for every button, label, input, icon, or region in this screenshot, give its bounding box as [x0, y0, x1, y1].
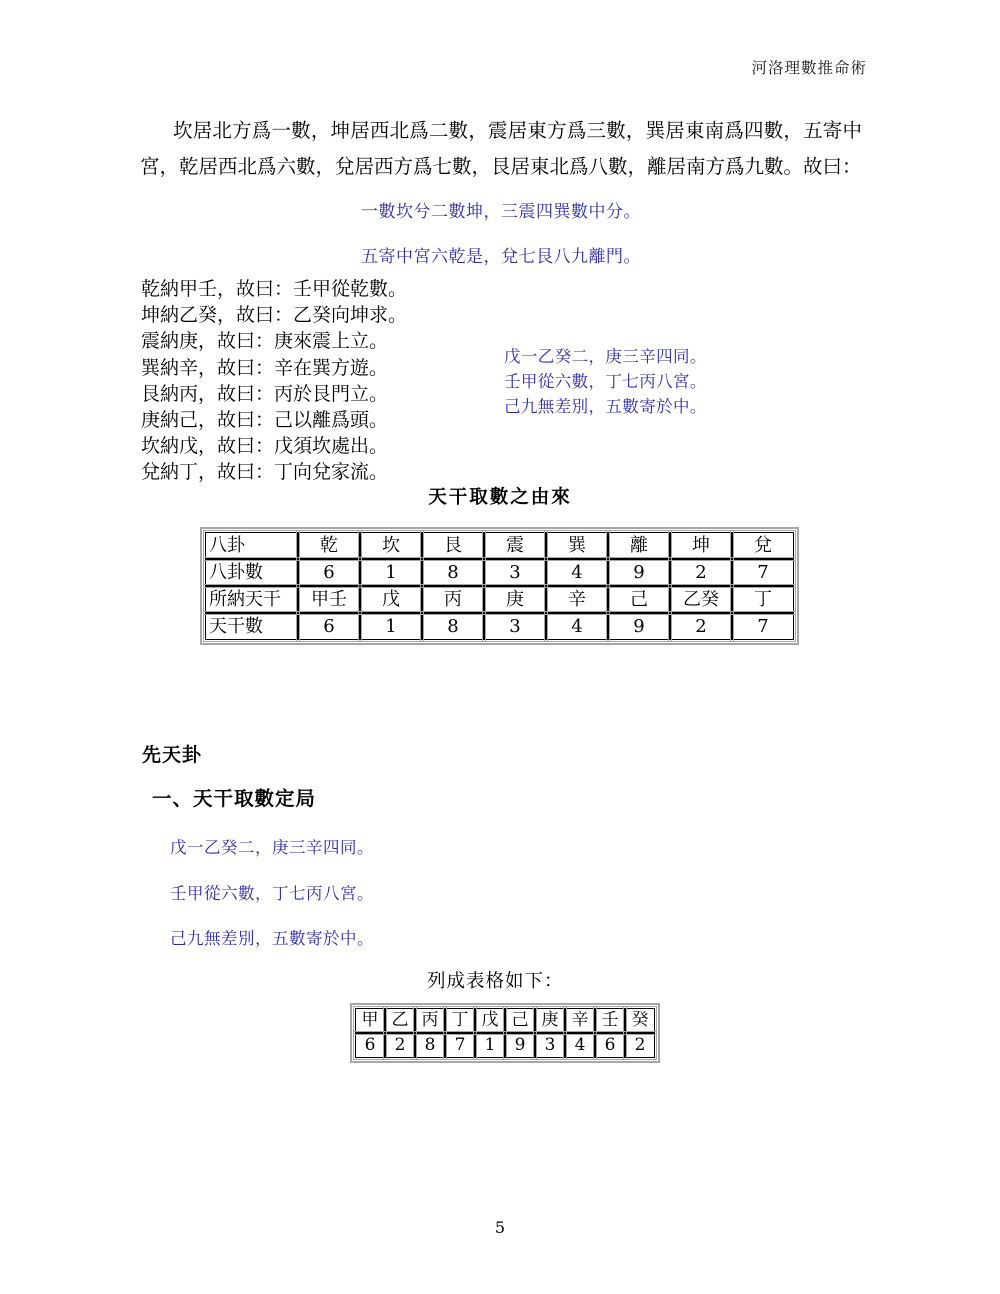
table-cell: 兌	[732, 532, 794, 559]
table-row	[205, 532, 794, 559]
tiangan-number-table	[350, 1003, 660, 1063]
table-row-header: 天干數	[205, 613, 298, 640]
table-cell: 4	[565, 1033, 595, 1058]
table-cell: 庚	[484, 586, 546, 613]
table-one-title: 天干取數之由來	[428, 487, 572, 508]
table-row	[205, 613, 794, 640]
najia-list	[141, 276, 407, 486]
intro-paragraph: 坎居北方爲一數，坤居西北爲二數，震居東方爲三數，巽居東南爲四數，五寄中宮，乾居西北爲六數，兌居西方爲七數，艮居東北爲八數，離居南方爲九數。故曰：	[140, 119, 862, 178]
table-cell: 丁	[732, 586, 794, 613]
table-cell: 丙	[415, 1008, 445, 1033]
najia-line: 兌納丁，故曰：丁向兌家流。	[141, 461, 389, 484]
section-blue-line-2: 壬甲從六數，丁七丙八宮。	[170, 884, 374, 903]
najia-line: 乾納甲壬，故曰：壬甲從乾數。	[141, 278, 408, 300]
najia-line: 震納庚，故曰：庚來震上立。	[141, 330, 389, 353]
table-cell: 丙	[422, 586, 484, 613]
table-cell: 乾	[298, 532, 360, 559]
table-cell: 9	[608, 559, 670, 586]
table-row	[355, 1008, 655, 1033]
table-row	[355, 1033, 655, 1058]
tiangan-verse-line: 戊一乙癸二，庚三辛四同。	[504, 347, 707, 366]
table-cell: 3	[484, 559, 546, 586]
table-cell: 8	[415, 1033, 445, 1058]
table-cell: 8	[422, 559, 484, 586]
table-cell: 戊	[360, 586, 422, 613]
table-cell: 3	[484, 613, 546, 640]
table-cell: 6	[355, 1033, 385, 1058]
najia-line: 坤納乙癸，故曰：乙癸向坤求。	[141, 304, 408, 327]
table-cell: 甲	[355, 1008, 385, 1033]
section-blue-line-1: 戊一乙癸二，庚三辛四同。	[170, 838, 374, 857]
table-cell: 6	[595, 1033, 625, 1058]
table-cell: 震	[484, 532, 546, 559]
table-cell: 2	[385, 1033, 415, 1058]
table-two-caption: 列成表格如下：	[427, 971, 564, 992]
table-cell: 坎	[360, 532, 422, 559]
table-cell: 1	[475, 1033, 505, 1058]
tiangan-number-verse	[504, 344, 707, 419]
subheading-tiangan-qushu-dingju: 一、天干取數定局	[152, 787, 317, 810]
table-cell: 丁	[445, 1008, 475, 1033]
table-cell: 癸	[625, 1008, 655, 1033]
table-cell: 乙	[385, 1008, 415, 1033]
table-cell: 己	[608, 586, 670, 613]
table-cell: 9	[608, 613, 670, 640]
table-cell: 己	[505, 1008, 535, 1033]
table-row	[205, 586, 794, 613]
section-blue-line-3: 己九無差別，五數寄於中。	[170, 929, 374, 948]
table-cell: 3	[535, 1033, 565, 1058]
table-cell: 4	[546, 613, 608, 640]
verse-line-1: 一數坎兮二數坤，三震四巽數中分。	[361, 202, 641, 222]
table-cell: 艮	[422, 532, 484, 559]
table-cell: 1	[360, 613, 422, 640]
table-cell: 4	[546, 559, 608, 586]
table-cell: 壬	[595, 1008, 625, 1033]
running-header: 河洛理數推命術	[751, 59, 867, 77]
section-heading-xiantiangua: 先天卦	[142, 744, 203, 766]
table-cell: 2	[670, 559, 732, 586]
najia-line: 巽納辛，故曰：辛在巽方遊。	[141, 356, 389, 379]
page-number: 5	[494, 1218, 506, 1237]
tiangan-origin-table	[200, 527, 799, 645]
table-cell: 2	[670, 613, 732, 640]
najia-line: 庚納己，故曰：己以離爲頭。	[141, 409, 389, 432]
table-row-header: 八卦	[205, 532, 298, 559]
table-cell: 甲壬	[298, 586, 360, 613]
tiangan-verse-line: 己九無差別，五數寄於中。	[504, 397, 707, 416]
table-cell: 庚	[535, 1008, 565, 1033]
table-cell: 戊	[475, 1008, 505, 1033]
table-cell: 坤	[670, 532, 732, 559]
table-cell: 7	[732, 613, 794, 640]
table-cell: 乙癸	[670, 586, 732, 613]
table-cell: 辛	[565, 1008, 595, 1033]
table-row	[205, 559, 794, 586]
table-cell: 巽	[546, 532, 608, 559]
tiangan-verse-line: 壬甲從六數，丁七丙八宮。	[504, 372, 707, 391]
table-cell: 6	[298, 559, 360, 586]
table-cell: 6	[298, 613, 360, 640]
table-cell: 7	[732, 559, 794, 586]
table-cell: 1	[360, 559, 422, 586]
table-cell: 離	[608, 532, 670, 559]
verse-line-2: 五寄中宮六乾是，兌七艮八九離門。	[361, 247, 641, 267]
table-cell: 8	[422, 613, 484, 640]
table-cell: 辛	[546, 586, 608, 613]
table-row-header: 八卦數	[205, 559, 298, 586]
najia-line: 艮納丙，故曰：丙於艮門立。	[141, 382, 389, 405]
table-cell: 7	[445, 1033, 475, 1058]
table-row-header: 所納天干	[205, 586, 298, 613]
table-cell: 2	[625, 1033, 655, 1058]
table-cell: 9	[505, 1033, 535, 1058]
najia-line: 坎納戊，故曰：戊須坎處出。	[141, 435, 389, 458]
